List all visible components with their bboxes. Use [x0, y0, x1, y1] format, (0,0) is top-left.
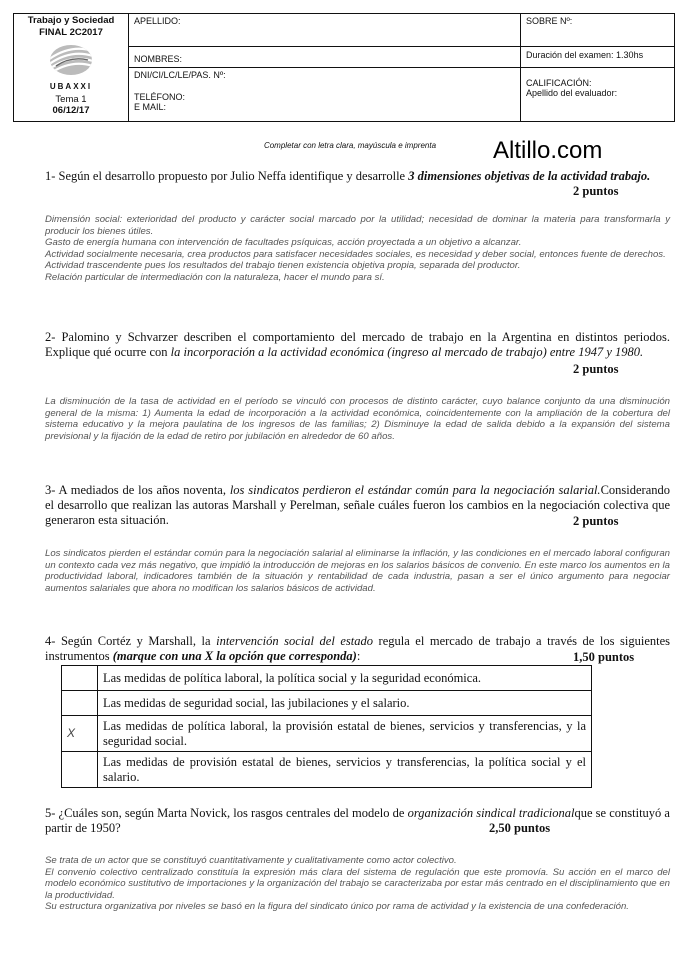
- option-row[interactable]: [62, 666, 592, 691]
- q1-emph: 3 dimensiones objetivas de la actividad trabajo.: [408, 169, 651, 183]
- q5-text-b: que se constituyó a partir de 1950?: [45, 806, 670, 835]
- q4-text-c: :: [356, 649, 361, 663]
- q3-text-a: 3- A mediados de los años noventa,: [45, 483, 230, 497]
- option-row[interactable]: [62, 691, 592, 716]
- instructions: Completar con letra clara, mayúscula e imprenta: [263, 141, 437, 150]
- option-row[interactable]: [62, 752, 592, 788]
- q3-text-b: Considerando el desarrollo que realizan las autoras Marshall y Perelman, señale cuáles fueron los cambios en la negociación colectiva que generaron esta situación.: [45, 483, 670, 527]
- options-table: [61, 665, 592, 788]
- q3-points: 2 puntos: [573, 514, 619, 528]
- q1-text: 1- Según el desarrollo propuesto por Julio Neffa identifique y desarrolle: [45, 169, 409, 183]
- answer-1-line: Actividad socialmente necesaria, crea productos para satisfacer necesidades sociales, es necesidad y deber social, entonces fuente de derechos.: [45, 248, 666, 260]
- exam-header: [13, 13, 675, 122]
- answer-1-line: Actividad trascendente pues los resultados del trabajo tienen existencia objetiva propia, separada del productor.: [45, 260, 521, 272]
- option-text: Las medidas de política laboral, la provisión estatal de bienes, servicios y transferencias, y la seguridad social.: [98, 716, 592, 752]
- option-mark[interactable]: X: [62, 716, 98, 752]
- question-2: [45, 330, 670, 360]
- answer-5-line: Se trata de un actor que se constituyó cuantitativamente y cualitativamente como actor colectivo.: [45, 855, 457, 866]
- q2-points: 2 puntos: [573, 362, 619, 376]
- nombres-label: NOMBRES:: [134, 54, 183, 64]
- option-text: Las medidas de provisión estatal de bienes, servicios y transferencias, la política social y el salario.: [98, 752, 592, 788]
- logo-text: UBAXXI: [49, 82, 93, 91]
- q4-emph2: (marque con una X la opción que corresponda): [112, 649, 357, 663]
- question-1: [45, 169, 670, 184]
- apellido-field[interactable]: [129, 14, 520, 47]
- q1-points: 2 puntos: [573, 184, 619, 198]
- ubaxxi-logo-icon: [48, 44, 94, 76]
- answer-1-line: Dimensión social: exterioridad del producto y carácter social marcado por la utilidad; necesidad de dominar la materia para transformarla y producir los bienes útiles.: [45, 214, 670, 237]
- q2-emph: la incorporación a la actividad económica (ingreso al mercado de trabajo) entre 1947 y 1980.: [170, 345, 644, 359]
- option-row[interactable]: [62, 716, 592, 752]
- q3-emph: los sindicatos perdieron el estándar común para la negociación salarial.: [229, 483, 601, 497]
- exam-info-block: [521, 14, 674, 121]
- exam-date: 06/12/17: [52, 105, 90, 116]
- calificacion-label: CALIFICACIÓN:: [526, 78, 592, 88]
- exam-name: FINAL 2C2017: [39, 27, 103, 38]
- option-mark[interactable]: [62, 691, 98, 716]
- option-text: Las medidas de seguridad social, las jubilaciones y el salario.: [98, 691, 592, 716]
- nombres-field[interactable]: [129, 47, 520, 68]
- q5-text-a: 5- ¿Cuáles son, según Marta Novick, los rasgos centrales del modelo de: [45, 806, 408, 820]
- email-label: E MAIL:: [134, 102, 167, 112]
- q5-points: 2,50 puntos: [489, 821, 551, 835]
- student-data-block: [129, 14, 521, 121]
- q5-emph: organización sindical tradicional: [407, 806, 575, 820]
- duracion-label: Duración del examen: 1.30hs: [526, 50, 644, 60]
- option-mark[interactable]: [62, 666, 98, 691]
- apellido-label: APELLIDO:: [134, 16, 181, 26]
- telefono-label: TELÉFONO:: [134, 92, 186, 102]
- question-5: [45, 806, 670, 836]
- answer-5: [45, 855, 670, 913]
- exam-tema: Tema 1: [55, 94, 87, 105]
- answer-5-line: Su estructura organizativa por niveles se basó en la figura del sindicato único por rama de actividad y la existencia de una confederación.: [45, 901, 629, 913]
- answer-5-line: El convenio colectivo centralizado constituía la expresión más clara del sistema de regulación que este promovía. Su acción en el marco del modelo económico sustitutivo de importaciones y la organización del trabajo se caracterizaba por estar más centrado en el disciplinamiento que en la productividad.: [45, 866, 670, 901]
- option-text: Las medidas de política laboral, la política social y la seguridad económica.: [98, 666, 592, 691]
- answer-2-line: La disminución de la tasa de actividad en el período se vinculó con procesos de distinto carácter, cuyo balance conjunto da una disminución general de la misma: 1) Aumenta la edad de incorporación a la actividad económica, coincidentemente con la ampliación de la cobertura del sistema educativo y la mejora paulatina de los ingresos de las familias; 2) Disminuye la edad de salida debido a la expansión del sistema previsional y la fijación de la edad de retiro por jubilación en alrededor de 60 años.: [45, 396, 670, 442]
- evaluador-label: Apellido del evaluador:: [526, 88, 618, 98]
- answer-1-line: Gasto de energía humana con intervención de facultades psíquicas, acción proyectada a un objetivo a alcanzar.: [45, 237, 522, 249]
- duracion-field: [521, 47, 674, 68]
- answer-3-line: Los sindicatos pierden el estándar común para la negociación salarial al eliminarse la inflación, y las condiciones en el mercado laboral configuran un contexto cada vez más negativo, que impidió la introducción de mejoras en los salarios básicos de convenio. En este marco los aumentos en la productividad laboral, indicadores también de la situación y rentabilidad de cada industria, pasan a ser el único argumento para negociar aumentos salariales que ahora no modifican los salarios básicos de actividad.: [45, 548, 670, 594]
- option-mark[interactable]: [62, 752, 98, 788]
- answer-1-line: Relación particular de intermediación con la naturaleza, hacer el mundo para sí.: [45, 271, 385, 283]
- sobre-field[interactable]: [521, 14, 674, 47]
- q4-text-b: regula el mercado de trabajo a través de los siguientes instrumentos: [45, 634, 671, 663]
- contact-field[interactable]: [129, 68, 520, 123]
- q4-points: 1,50 puntos: [573, 650, 635, 664]
- q2-text: 2- Palomino y Schvarzer describen el comportamiento del mercado de trabajo en la Argentina en distintos periodos. Explique qué ocurre con: [45, 330, 670, 359]
- course-name: Trabajo y Sociedad: [27, 15, 115, 26]
- watermark[interactable]: Altillo.com: [493, 137, 603, 164]
- answer-2: [45, 396, 670, 442]
- answer-1: [45, 214, 670, 284]
- course-block: [14, 14, 129, 121]
- q4-text-a: 4- Según Cortéz y Marshall, la: [45, 634, 217, 648]
- dni-label: DNI/CI/LC/LE/PAS. Nº:: [134, 70, 226, 80]
- calificacion-field[interactable]: [521, 68, 674, 123]
- answer-3: [45, 548, 670, 594]
- q4-emph: intervención social del estado: [216, 634, 373, 648]
- sobre-label: SOBRE Nº:: [526, 16, 573, 26]
